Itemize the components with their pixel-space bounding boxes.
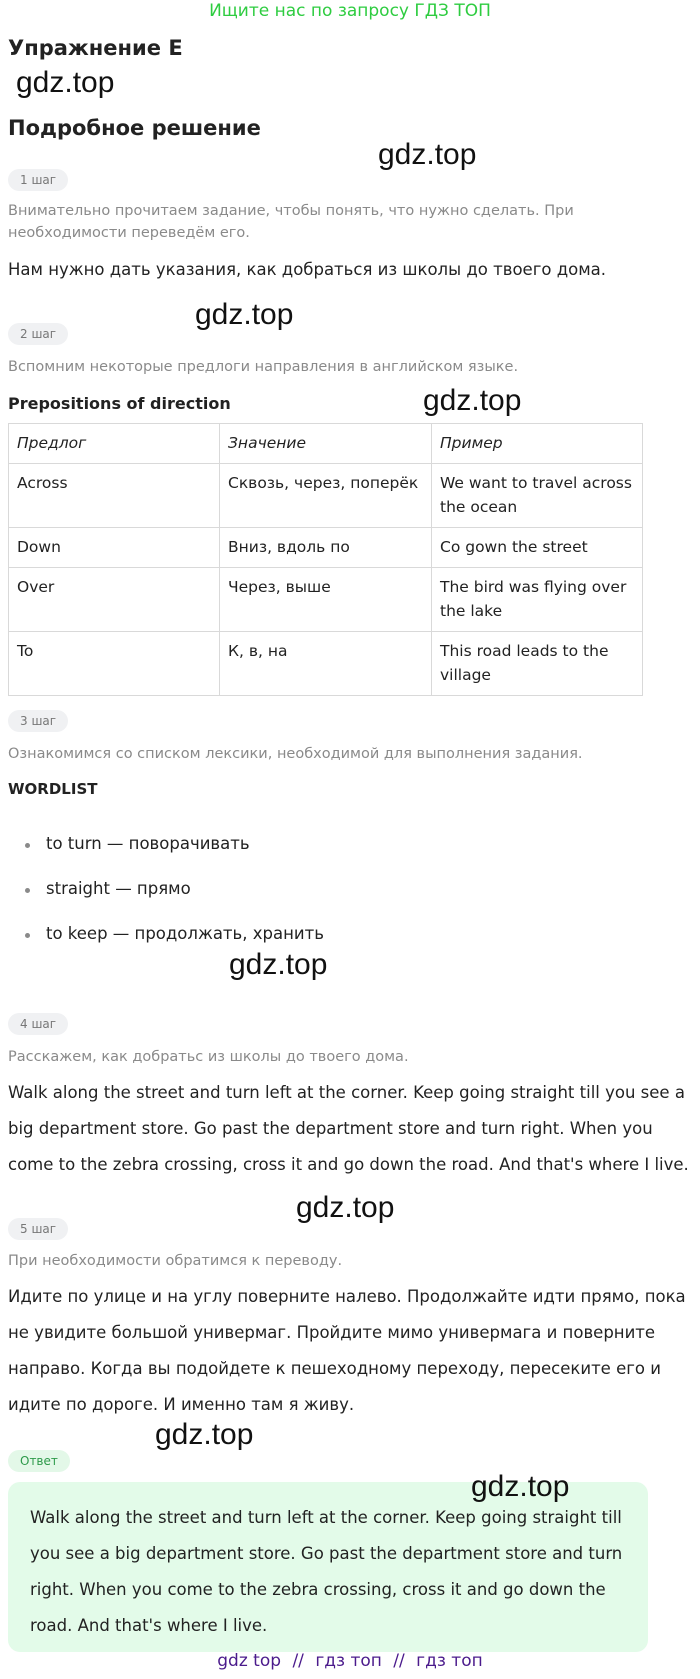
step-4-text: Walk along the street and turn left at the corner. Keep going straight till you see a big department store. Go past the department store and turn right. When you come to the zebra crossing, cross it and go down the road. And that's where I live.: [8, 1083, 689, 1174]
step-1-badge: [8, 169, 68, 191]
answer-box: [8, 1482, 648, 1652]
table-row: [9, 568, 643, 632]
table-cell: Down: [9, 528, 220, 568]
watermark: gdz.top: [378, 138, 477, 171]
watermark: gdz.top: [423, 384, 522, 417]
step-5-text: Идите по улице и на углу поверните налево. Продолжайте идти прямо, пока не увидите большой универмаг. Пройдите мимо универмага и поверните направо. Когда вы подойдете к пешеходному переходу, пересеките его и идите по дороге. И именно там я живу.: [8, 1287, 686, 1414]
footer-link-gdz-top-ru-2[interactable]: гдз топ: [416, 1651, 483, 1671]
table-cell: We want to travel across the ocean: [432, 464, 643, 528]
list-item: to turn — поворачивать: [8, 832, 688, 877]
watermark: gdz.top: [195, 298, 294, 331]
prepositions-table: [8, 423, 643, 696]
table-row: [9, 632, 643, 696]
answer-badge: [8, 1450, 70, 1472]
table-heading: Prepositions of direction: [8, 394, 231, 413]
wordlist: [8, 832, 688, 967]
table-cell: The bird was flying over the lake: [432, 568, 643, 632]
watermark: gdz.top: [296, 1191, 395, 1224]
step-2-hint: Вспомним некоторые предлоги направления в английском языке.: [8, 359, 519, 375]
step-3-badge: [8, 710, 68, 732]
footer-separator: //: [292, 1651, 304, 1671]
step-4-label: 4 шаг: [8, 1013, 68, 1035]
step-3-hint: Ознакомимся со списком лексики, необходимой для выполнения задания.: [8, 746, 583, 762]
step-5-label: 5 шаг: [8, 1218, 68, 1240]
step-1-hint: Внимательно прочитаем задание, чтобы понять, что нужно сделать. При необходимости переведём его.: [8, 203, 574, 241]
footer-separator: //: [393, 1651, 405, 1671]
footer-link-gdz-top-ru[interactable]: гдз топ: [315, 1651, 382, 1671]
table-cell: This road leads to the village: [432, 632, 643, 696]
list-item: straight — прямо: [8, 877, 688, 922]
step-1-label: 1 шаг: [8, 169, 68, 191]
table-cell: Сквозь, через, поперёк: [220, 464, 432, 528]
table-cell: Across: [9, 464, 220, 528]
step-1-text: Нам нужно дать указания, как добраться из школы до твоего дома.: [8, 260, 607, 279]
step-5-badge: [8, 1218, 68, 1240]
footer-links: [0, 1651, 700, 1671]
table-row: [9, 528, 643, 568]
table-header-row: [9, 424, 643, 464]
step-5-hint: При необходимости обратимся к переводу.: [8, 1253, 343, 1269]
wordlist-heading: WORDLIST: [8, 780, 98, 798]
table-cell: К, в, на: [220, 632, 432, 696]
section-title: Подробное решение: [8, 116, 261, 140]
table-cell: To: [9, 632, 220, 696]
footer-link-gdz-top[interactable]: gdz top: [217, 1651, 282, 1671]
list-item: to keep — продолжать, хранить: [8, 922, 688, 967]
step-4-hint: Расскажем, как добратьс из школы до твоего дома.: [8, 1049, 409, 1065]
table-header: Значение: [220, 424, 432, 464]
table-cell: Вниз, вдоль по: [220, 528, 432, 568]
table-row: [9, 464, 643, 528]
table-header: Предлог: [9, 424, 220, 464]
table-cell: Co gown the street: [432, 528, 643, 568]
search-banner: Ищите нас по запросу ГДЗ ТОП: [209, 1, 491, 21]
watermark: gdz.top: [229, 948, 328, 981]
step-3-label: 3 шаг: [8, 710, 68, 732]
table-cell: Over: [9, 568, 220, 632]
step-4-badge: [8, 1013, 68, 1035]
watermark: gdz.top: [16, 66, 115, 99]
table-cell: Через, выше: [220, 568, 432, 632]
step-2-label: 2 шаг: [8, 323, 68, 345]
answer-text: Walk along the street and turn left at the corner. Keep going straight till you see a big department store. Go past the department store and turn right. When you come to the zebra crossing, cross it and go down the road. And that's where I live.: [30, 1508, 623, 1635]
step-2-badge: [8, 323, 68, 345]
watermark: gdz.top: [155, 1418, 254, 1451]
page-title: Упражнение E: [8, 36, 183, 60]
watermark: gdz.top: [471, 1470, 570, 1503]
table-header: Пример: [432, 424, 643, 464]
answer-label: Ответ: [8, 1450, 70, 1472]
